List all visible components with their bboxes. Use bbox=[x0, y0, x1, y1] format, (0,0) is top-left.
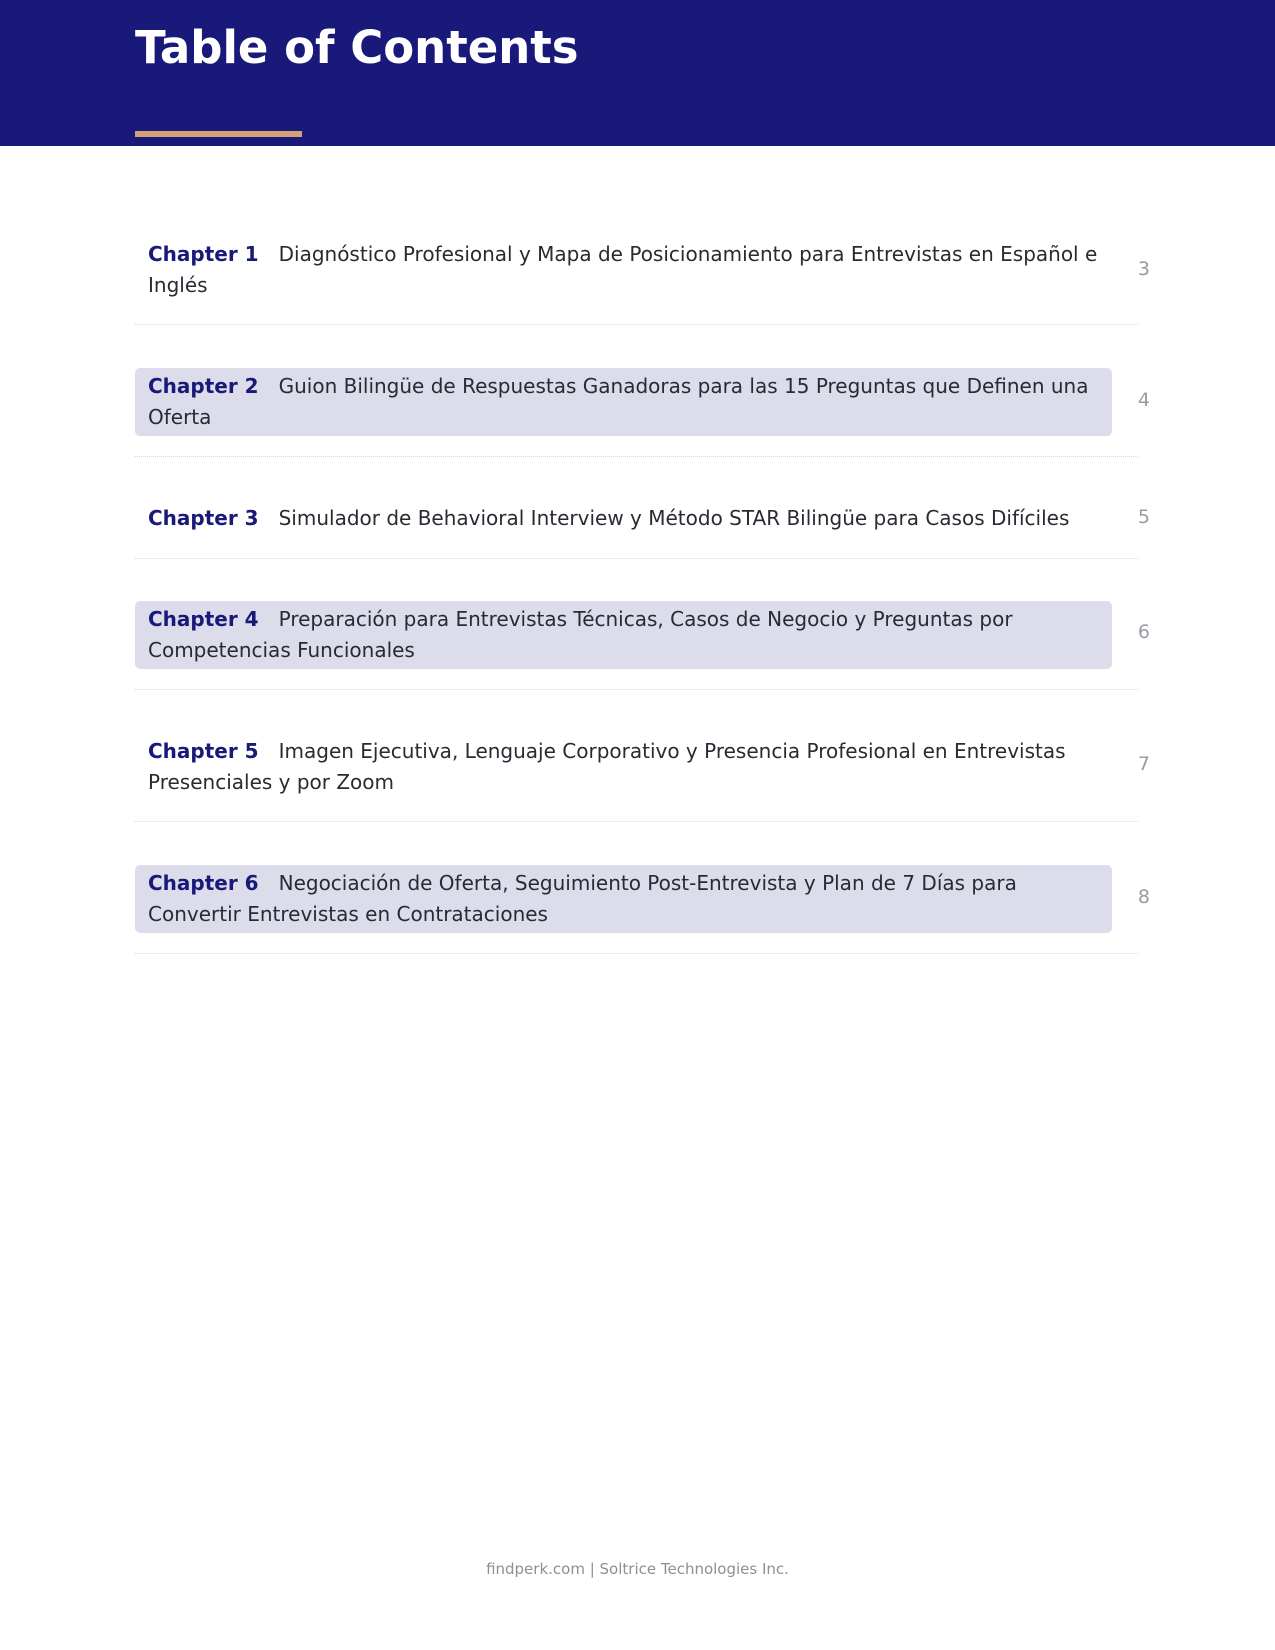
chapter-title: Negociación de Oferta, Seguimiento Post-Entrevista y Plan de 7 Días para Convertir Entrevistas en Contrataciones bbox=[148, 871, 1017, 926]
entry-separator bbox=[135, 953, 1138, 954]
toc-entry-text bbox=[135, 865, 1112, 933]
toc-entry-text bbox=[135, 236, 1112, 304]
chapter-title: Imagen Ejecutiva, Lenguaje Corporativo y Presencia Profesional en Entrevistas Presenciales y por Zoom bbox=[148, 739, 1066, 794]
chapter-label: Chapter 4 bbox=[148, 607, 259, 631]
chapter-title: Diagnóstico Profesional y Mapa de Posicionamiento para Entrevistas en Español e Inglés bbox=[148, 242, 1098, 297]
page-number: 4 bbox=[1137, 389, 1150, 411]
entry-separator bbox=[135, 821, 1138, 822]
page-footer: findperk.com | Soltrice Technologies Inc. bbox=[486, 1560, 789, 1578]
toc-entry-text bbox=[135, 601, 1112, 669]
toc-entry-text bbox=[135, 368, 1112, 436]
toc-entry-text bbox=[135, 500, 1112, 537]
chapter-label: Chapter 5 bbox=[148, 739, 259, 763]
chapter-title: Preparación para Entrevistas Técnicas, Casos de Negocio y Preguntas por Competencias Funcionales bbox=[148, 607, 1013, 662]
page-number: 6 bbox=[1137, 621, 1150, 643]
page-title: Table of Contents bbox=[135, 21, 579, 74]
entry-separator bbox=[135, 689, 1138, 690]
page-number: 8 bbox=[1137, 886, 1150, 908]
entry-separator bbox=[135, 558, 1138, 559]
chapter-title: Guion Bilingüe de Respuestas Ganadoras para las 15 Preguntas que Definen una Oferta bbox=[148, 374, 1089, 429]
entry-separator bbox=[135, 456, 1138, 457]
chapter-title: Simulador de Behavioral Interview y Método STAR Bilingüe para Casos Difíciles bbox=[278, 506, 1070, 530]
chapter-label: Chapter 3 bbox=[148, 506, 259, 530]
chapter-label: Chapter 6 bbox=[148, 871, 259, 895]
chapter-label: Chapter 2 bbox=[148, 374, 259, 398]
toc-entry-text bbox=[135, 733, 1112, 801]
page-number: 5 bbox=[1137, 506, 1150, 528]
page-number: 7 bbox=[1137, 753, 1150, 775]
entry-separator bbox=[135, 324, 1138, 325]
chapter-label: Chapter 1 bbox=[148, 242, 259, 266]
page-number: 3 bbox=[1137, 258, 1150, 280]
